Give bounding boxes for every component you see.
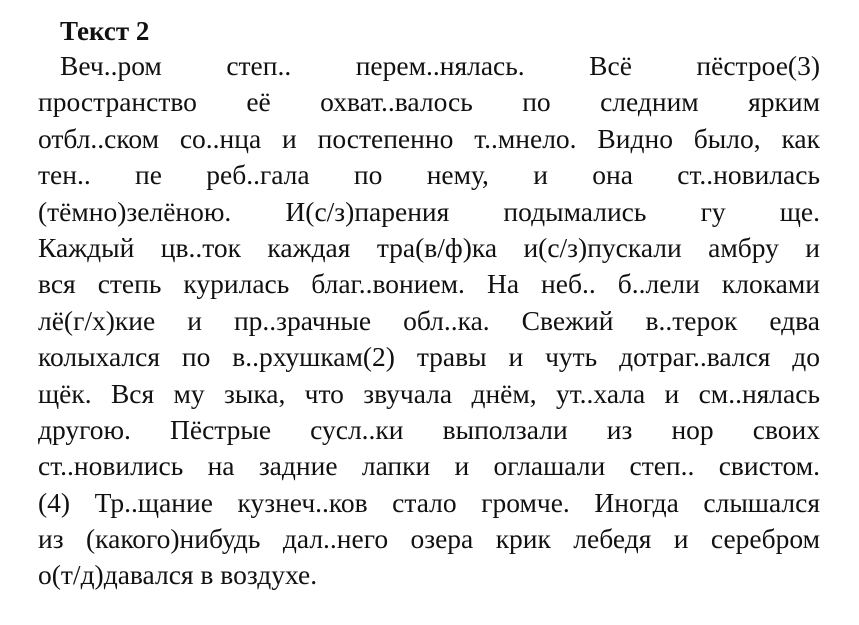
text-line-6: Каждый цв..ток каждая тра(в/ф)ка и(с/з)пускали амбру и xyxy=(38,231,820,263)
text-line-7: вся степь курилась благ..вонием. На неб.. б..лели клоками xyxy=(38,268,820,300)
text-line-14: из (какого)нибудь дал..него озера крик лебедя и серебром xyxy=(38,523,820,555)
text-line-9: колыхался по в..рхушкам(2) травы и чуть дотраг..вался до xyxy=(38,341,820,373)
text-line-4: тен.. пе реб..гала по нему, и она ст..новилась xyxy=(38,159,820,191)
document-title: Текст 2 xyxy=(60,16,150,46)
text-line-5: (тёмно)зелёною. И(с/з)парения подымались гу ще. xyxy=(38,195,820,227)
text-line-8: лё(г/х)кие и пр..зрачные обл..ка. Свежий в..терок едва xyxy=(38,304,820,336)
text-document xyxy=(38,14,820,594)
text-line-11: другою. Пёстрые сусл..ки выползали из нор своих xyxy=(38,413,820,445)
text-line-12: ст..новились на задние лапки и оглашали степ.. свистом. xyxy=(38,450,820,482)
text-line-3: отбл..ском со..нца и постепенно т..мнело. Видно было, как xyxy=(38,122,820,154)
text-line-1: Веч..ром степ.. перем..нялась. Всё пёстрое(3) xyxy=(60,50,820,81)
text-line-2: пространство её охват..валось по следним ярким xyxy=(38,86,820,118)
text-line-10: щёк. Вся му зыка, что звучала днём, ут..хала и см..нялась xyxy=(38,377,820,409)
text-line-13: (4) Тр..щание кузнеч..ков стало громче. Иногда слышался xyxy=(38,486,820,518)
text-line-15: о(т/д)давался в воздухе. xyxy=(38,559,318,591)
